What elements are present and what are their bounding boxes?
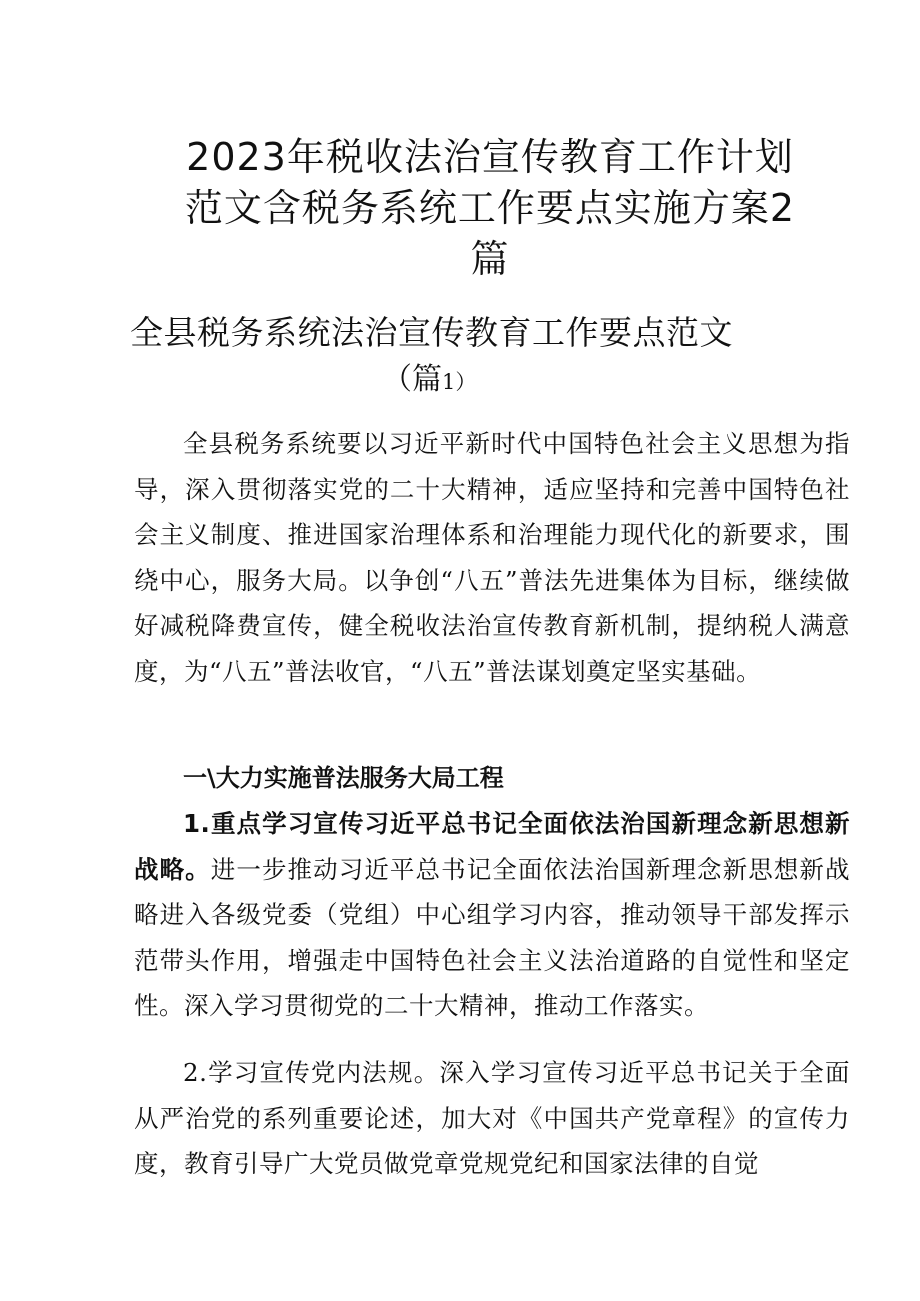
item-1-body: 进一步推动习近平总书记全面依法治国新理念新思想新战略进入各级党委（党组）中心组学习内容，推动领导干部发挥示范带头作用，增强走中国特色社会主义法治道路的自觉性和坚定性。深入学习贯彻党的二十大精神，推动工作落实。 [134,854,851,1020]
item-2-paragraph: 2.学习宣传党内法规。深入学习宣传习近平总书记关于全面从严治党的系列重要论述，加大对《中国共产党章程》的宣传力度，教育引导广大党员做党章党规党纪和国家法律的自觉 [134,1058,850,1178]
item-1-lead: 1.重点学习宣传习近平总书记全面依法治国新理念新思想新战略。 [134,809,850,884]
section-title: 全县税务系统法治宣传教育工作要点范文 [130,313,733,352]
part-label-number: 1） [442,370,477,394]
intro-paragraph: 全县税务系统要以习近平新时代中国特色社会主义思想为指导，深入贯彻落实党的二十大精神，适应坚持和完善中国特色社会主义制度、推进国家治理体系和治理能力现代化的新要求，围绕中心，服务大局。以争创“八五”普法先进集体为目标，继续做好减税降费宣传，健全税收法治宣传教育新机制，提纳税人满意度，为“八五”普法收官，“八五”普法谋划奠定坚实基础。 [134,429,850,686]
item-1-paragraph [134,801,850,1029]
title-line-2: 范文含税务系统工作要点实施方案2 [184,186,796,230]
part-label-prefix: （篇 [382,362,442,397]
document-title [120,132,860,285]
title-line-1: 2023年税收法治宣传教育工作计划 [186,135,794,179]
title-line-3: 篇 [470,237,510,281]
section-title-part-label [382,360,476,402]
section-heading-1: 一\大力实施普法服务大局工程 [183,764,504,792]
